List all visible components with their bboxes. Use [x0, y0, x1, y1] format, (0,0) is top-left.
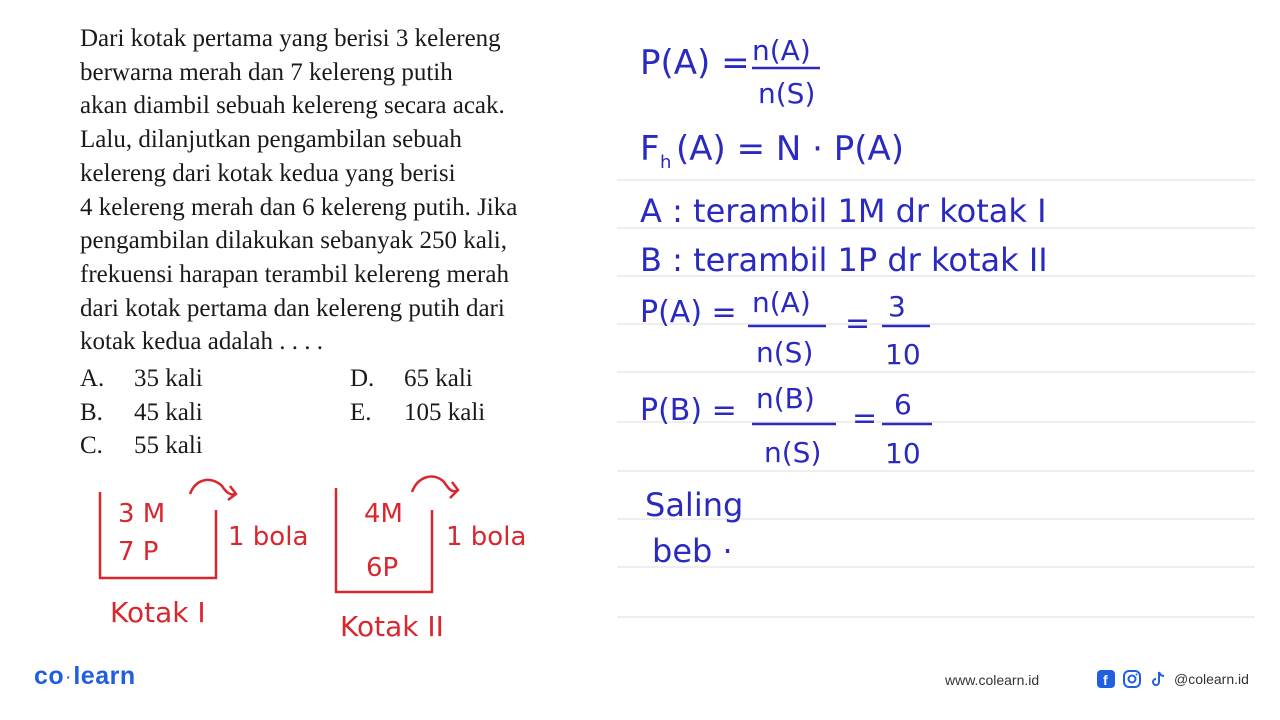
problem-line: frekuensi harapan terambil kelereng merah	[80, 260, 509, 288]
option-text: 35 kali	[134, 365, 203, 392]
box1-white-count: 7 P	[118, 537, 159, 567]
option-text: 45 kali	[134, 398, 203, 426]
formula-fh-rest: (A) = N · P(A)	[676, 129, 905, 169]
pa-fraction-den: 10	[885, 338, 921, 371]
pb-fraction-den: 10	[885, 437, 921, 470]
pa-denominator: n(S)	[756, 336, 814, 369]
pa-left: P(A) =	[640, 295, 737, 330]
option-letter: A.	[80, 365, 105, 392]
svg-text:f: f	[1103, 672, 1108, 688]
pb-numerator: n(B)	[756, 382, 815, 415]
box2-note: 1 bola	[446, 522, 527, 552]
logo-dot: ·	[66, 669, 72, 686]
instagram-icon[interactable]	[1122, 669, 1142, 689]
logo-co: co	[34, 662, 65, 690]
option-text: 65 kali	[404, 365, 473, 392]
pb-fraction-num: 6	[894, 388, 912, 421]
draw-arrow	[412, 477, 458, 492]
problem-line: berwarna merah dan 7 kelereng putih	[80, 58, 453, 86]
pb-equals: =	[852, 401, 878, 436]
formula-pa-left: P(A) =	[640, 43, 750, 83]
problem-line: akan diambil sebuah kelereng secara acak.	[80, 92, 505, 120]
box1-label: Kotak I	[110, 596, 206, 629]
option-letter: E.	[350, 398, 372, 426]
website-link[interactable]: www.colearn.id	[945, 672, 1040, 688]
social-links	[1096, 669, 1249, 689]
note-saling: Saling	[645, 486, 744, 524]
social-handle[interactable]: @colearn.id	[1174, 671, 1249, 687]
box2-red-count: 4M	[364, 499, 403, 529]
problem-line: dari kotak pertama dan kelereng putih dari	[80, 294, 505, 322]
box1-note: 1 bola	[228, 522, 309, 552]
logo-learn: learn	[73, 662, 136, 690]
pb-denominator: n(S)	[764, 436, 822, 469]
formula-fh-subscript: h	[660, 152, 672, 173]
pa-numerator: n(A)	[752, 286, 811, 319]
formula-fh: F	[640, 129, 660, 169]
box2-white-count: 6P	[366, 553, 399, 583]
problem-line: 4 kelereng merah dan 6 kelereng putih. Jika	[80, 193, 518, 221]
definition-a: A : terambil 1M dr kotak I	[640, 192, 1047, 230]
problem-line: kelereng dari kotak kedua yang berisi	[80, 159, 456, 187]
colearn-logo	[34, 662, 136, 691]
option-letter: B.	[80, 398, 103, 426]
draw-arrow	[190, 480, 236, 495]
formula-pa-numerator: n(A)	[752, 34, 811, 67]
definition-b: B : terambil 1P dr kotak II	[640, 241, 1048, 279]
box1-red-count: 3 M	[118, 499, 166, 529]
problem-line: kotak kedua adalah . . . .	[80, 328, 323, 356]
problem-line: pengambilan dilakukan sebanyak 250 kali,	[80, 227, 507, 255]
tiktok-icon[interactable]	[1148, 669, 1168, 689]
option-letter: D.	[350, 365, 375, 392]
formula-pa-denominator: n(S)	[758, 77, 816, 110]
pa-equals: =	[845, 306, 871, 341]
pa-fraction-num: 3	[888, 290, 906, 323]
problem-line: Lalu, dilanjutkan pengambilan sebuah	[80, 126, 462, 154]
problem-line: Dari kotak pertama yang berisi 3 kelereng	[80, 25, 501, 52]
box2-label: Kotak II	[340, 610, 444, 643]
pb-left: P(B) =	[640, 393, 737, 428]
option-text: 55 kali	[134, 432, 203, 459]
option-text: 105 kali	[404, 398, 486, 426]
option-letter: C.	[80, 432, 103, 459]
facebook-icon[interactable]	[1096, 669, 1116, 689]
note-beb: beb ·	[652, 532, 733, 570]
